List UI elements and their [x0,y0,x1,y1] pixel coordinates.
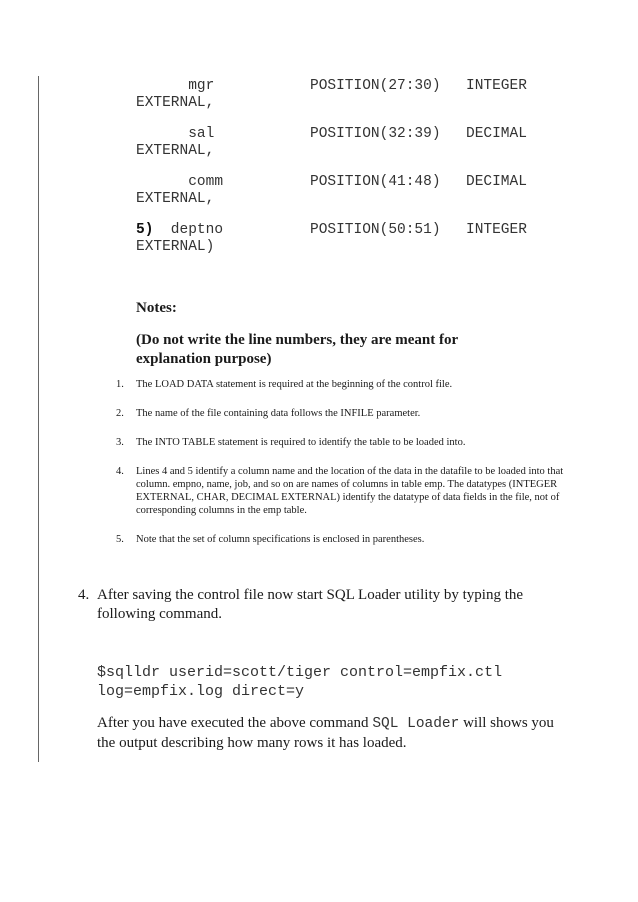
notes-list [100,378,570,562]
spec-row-comm [136,174,556,214]
note-item [100,436,570,449]
spec-row-sal [136,126,556,166]
spec-field-name: deptno [153,222,224,238]
note-number: 5. [116,534,124,545]
note-item [100,407,570,420]
note-item [100,378,570,391]
spec-type: DECIMAL [466,126,527,142]
spec-field: mgr [136,78,215,94]
note-number: 3. [116,437,124,448]
spec-type: INTEGER [466,78,527,94]
line-number: 5) [136,222,154,238]
after-text-end: will shows you the output describing how many rows it has loaded. [97,715,554,751]
spec-type-cont: EXTERNAL, [136,95,215,111]
after-paragraph [97,714,567,753]
note-text: Lines 4 and 5 identify a column name and the location of the data in the datafile to be loaded into that column. empno, name, job, and so on are names of columns in table emp. The datatypes (INTEGER EXTERNAL, CHAR, DECIMAL EXTERNAL) identify the datatype of data fields in the file, not of corresponding columns in the emp table. [136,466,564,516]
step-4 [78,586,548,624]
note-item [100,465,570,517]
spec-row-deptno [136,222,556,262]
notes-subtitle: (Do not write the line numbers, they are meant for explanation purpose) [136,332,458,367]
step-number: 4. [78,587,90,603]
step-text: After saving the control file now start SQL Loader utility by typing the following command. [97,587,524,622]
spec-position: POSITION(27:30) [310,78,441,94]
spec-position: POSITION(50:51) [310,222,441,238]
spec-position: POSITION(41:48) [310,174,441,190]
spec-position: POSITION(32:39) [310,126,441,142]
spec-field: sal [136,126,215,142]
sqlldr-command: $sqlldr userid=scott/tiger control=empfix.ctl log=empfix.log direct=y [97,664,503,700]
note-text: The name of the file containing data follows the INFILE parameter. [136,408,421,419]
note-text: The LOAD DATA statement is required at the beginning of the control file. [136,379,453,390]
sql-loader-inline-code: SQL Loader [372,716,460,732]
spec-type: DECIMAL [466,174,527,190]
note-number: 2. [116,408,124,419]
after-text-start: After you have executed the above command [97,715,373,731]
note-text: The INTO TABLE statement is required to identify the table to be loaded into. [136,437,466,448]
spec-field: comm [136,174,224,190]
spec-type: INTEGER [466,222,527,238]
spec-row-mgr [136,78,556,118]
note-item [100,533,570,546]
spec-type-cont: EXTERNAL, [136,143,215,159]
note-number: 1. [116,379,124,390]
notes-title: Notes: [136,300,177,316]
note-text: Note that the set of column specifications is enclosed in parentheses. [136,534,425,545]
spec-type-cont: EXTERNAL, [136,191,215,207]
left-margin-bar [38,76,39,762]
spec-type-cont: EXTERNAL) [136,239,215,255]
note-number: 4. [116,466,124,477]
spec-field [136,222,306,238]
